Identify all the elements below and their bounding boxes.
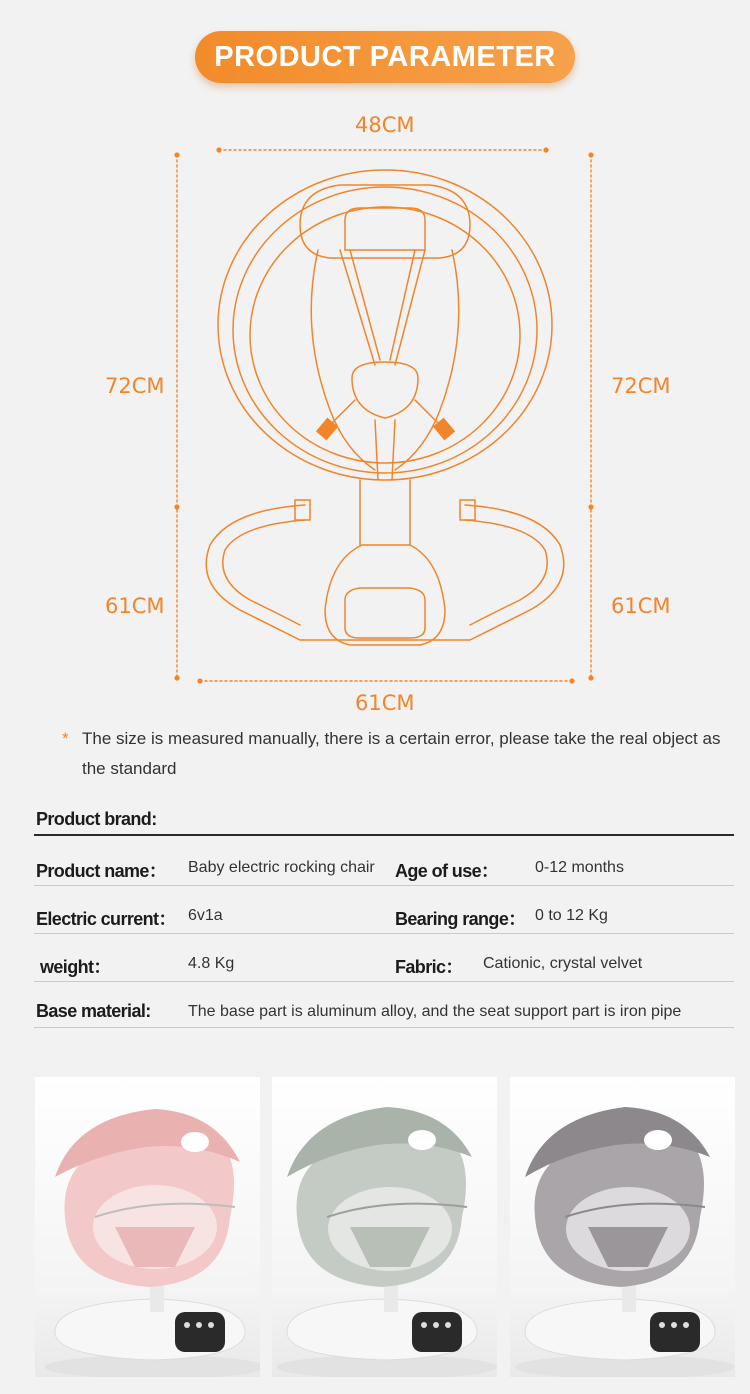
spec-divider-current [34,933,734,934]
dimension-left-lower: 61CM [105,594,165,618]
dimension-endpoints [174,147,593,683]
green-rocking-chair-illustration [272,1077,497,1377]
strap-buckles [316,418,455,441]
dimension-right-upper: 72CM [611,374,671,398]
product-photo-pink [35,1077,260,1377]
spec-name-value: Baby electric rocking chair [188,859,375,876]
spec-brand-label: Product brand: [36,809,157,829]
spec-age-value: 0-12 months [535,859,624,876]
grey-rocking-chair-illustration [510,1077,735,1377]
measurement-note [62,724,722,784]
dimension-bottom-width: 61CM [355,691,415,715]
pink-rocking-chair-illustration [35,1077,260,1377]
spec-weight-value: 4.8 Kg [188,955,235,972]
spec-base-value: The base part is aluminum alloy, and the seat support part is iron pipe [188,1003,682,1020]
spec-divider-base [34,1027,734,1028]
spec-bearing-label: Bearing range： [395,909,526,929]
dimension-right-lower: 61CM [611,594,671,618]
note-text: The size is measured manually, there is a certain error, please take the real object as the standard [82,729,721,778]
dimension-left-upper: 72CM [105,374,165,398]
spec-divider-name [34,885,734,886]
spec-fabric-value: Cationic, crystal velvet [483,955,643,972]
spec-weight-label: weight： [40,957,111,977]
spec-current-label: Electric current： [36,909,176,929]
note-asterisk: * [62,729,69,748]
product-photo-green [272,1077,497,1377]
spec-name-label: Product name： [36,861,167,881]
dimension-lines [177,150,591,681]
spec-fabric-label: Fabric： [395,957,463,977]
spec-divider-brand [34,834,734,836]
spec-age-label: Age of use： [395,861,499,881]
dimension-top-width: 48CM [355,113,415,137]
product-photo-grey [510,1077,735,1377]
spec-base-label: Base material: [36,1001,151,1021]
spec-bearing-value: 0 to 12 Kg [535,907,608,924]
spec-current-value: 6v1a [188,907,223,924]
spec-divider-weight [34,981,734,982]
banner-title: PRODUCT PARAMETER [214,40,556,73]
